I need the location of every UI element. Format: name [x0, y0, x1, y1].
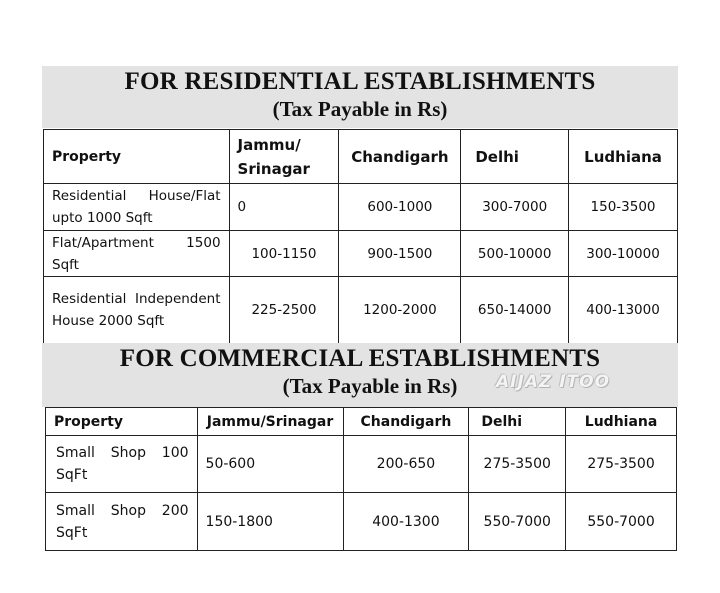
table-row — [44, 231, 678, 277]
residential-header — [42, 66, 678, 128]
cell-jammu-srinagar: 100-1150 — [229, 231, 339, 277]
cell-jammu-srinagar: 50-600 — [197, 436, 343, 493]
cell-chandigarh: 400-1300 — [343, 493, 469, 551]
cell-jammu-srinagar: 0 — [229, 184, 339, 231]
header-delhi: Delhi — [461, 130, 569, 184]
table-header-row — [46, 408, 677, 436]
table-header-row — [44, 130, 678, 184]
header-chandigarh: Chandigarh — [339, 130, 461, 184]
cell-ludhiana: 550-7000 — [566, 493, 677, 551]
cell-jammu-srinagar: 225-2500 — [229, 277, 339, 344]
residential-subtitle: (Tax Payable in Rs) — [272, 97, 448, 121]
residential-tax-table — [43, 129, 678, 344]
table-row — [44, 184, 678, 231]
row-property: Flat/Apartment 1500 Sqft — [44, 231, 230, 277]
header-chandigarh: Chandigarh — [343, 408, 469, 436]
row-property: Small Shop 200 SqFt — [46, 493, 198, 551]
cell-chandigarh: 600-1000 — [339, 184, 461, 231]
commercial-subtitle: (Tax Payable in Rs) — [282, 374, 458, 398]
commercial-title: FOR COMMERCIAL ESTABLISHMENTS — [119, 345, 601, 372]
commercial-tax-table — [45, 407, 677, 551]
cell-ludhiana: 275-3500 — [566, 436, 677, 493]
cell-delhi: 500-10000 — [461, 231, 569, 277]
header-ludhiana: Ludhiana — [566, 408, 677, 436]
cell-ludhiana: 300-10000 — [569, 231, 678, 277]
header-jammu-srinagar: Jammu/ Srinagar — [229, 130, 339, 184]
table-row — [46, 436, 677, 493]
residential-title: FOR RESIDENTIAL ESTABLISHMENTS — [124, 68, 596, 95]
header-ludhiana: Ludhiana — [569, 130, 678, 184]
cell-jammu-srinagar: 150-1800 — [197, 493, 343, 551]
cell-delhi: 550-7000 — [469, 493, 566, 551]
row-property: Residential Independent House 2000 Sqft — [44, 277, 230, 344]
watermark: AIJAZ ITOO — [496, 372, 611, 392]
row-property: Small Shop 100 SqFt — [46, 436, 198, 493]
cell-chandigarh: 200-650 — [343, 436, 469, 493]
header-jammu-srinagar: Jammu/Srinagar — [197, 408, 343, 436]
header-property: Property — [46, 408, 198, 436]
cell-delhi: 300-7000 — [461, 184, 569, 231]
cell-ludhiana: 150-3500 — [569, 184, 678, 231]
header-delhi: Delhi — [469, 408, 566, 436]
table-row — [46, 493, 677, 551]
cell-chandigarh: 900-1500 — [339, 231, 461, 277]
cell-delhi: 275-3500 — [469, 436, 566, 493]
row-property: Residential House/Flat upto 1000 Sqft — [44, 184, 230, 231]
cell-ludhiana: 400-13000 — [569, 277, 678, 344]
cell-chandigarh: 1200-2000 — [339, 277, 461, 344]
cell-delhi: 650-14000 — [461, 277, 569, 344]
header-property: Property — [44, 130, 230, 184]
table-row — [44, 277, 678, 344]
